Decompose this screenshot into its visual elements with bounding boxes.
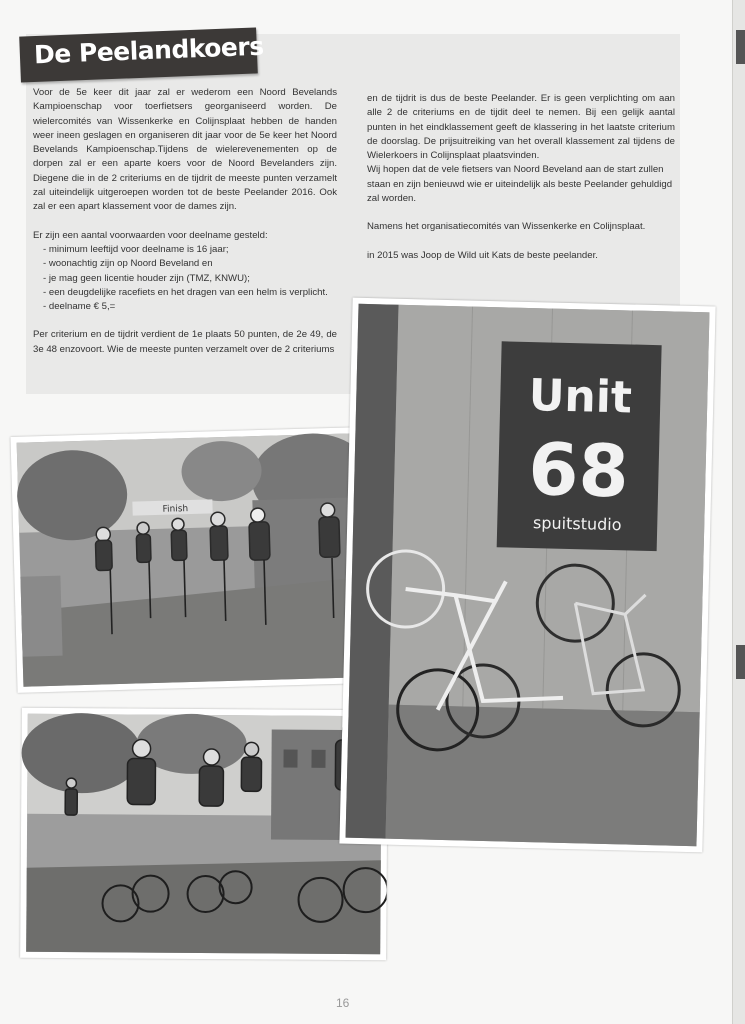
unit68-image (339, 298, 715, 853)
condition-item: - een deugdelijke racefiets en het dragen van een helm is verplicht. (43, 286, 328, 298)
continuation-paragraph: en de tijdrit is dus de beste Peelander. Er is geen verplichting om aan alle 2 de criteriums en de tijdit deel te nemen. Bij een gelijk aantal punten in het eindklassement geeft de klassering in het laatste criterium de doorslag. De prijsuitreiking van het overall klassement zal tijdens de Wielerkoers in Colijnsplaat plaatsvinden. (367, 93, 675, 162)
cyclists-group-image (10, 427, 369, 693)
signoff-paragraph: Namens het organisatiecomités van Wissenkerke en Colijnsplaat. (367, 221, 646, 233)
page-edge (732, 0, 745, 1024)
conditions-heading: Er zijn een aantal voorwaarden voor deelname gesteld: (33, 229, 268, 241)
condition-item: - woonachtig zijn op Noord Beveland en (43, 258, 213, 270)
edge-tab-top (736, 30, 745, 64)
sign-unit-text: Unit (528, 369, 633, 424)
condition-item: - minimum leeftijd voor deelname is 16 jaar; (43, 243, 229, 255)
photo-unit68 (339, 298, 715, 853)
winner-paragraph: in 2015 was Joop de Wild uit Kats de beste peelander. (367, 249, 598, 261)
condition-item: - deelname € 5,= (43, 301, 116, 313)
left-column (33, 86, 337, 357)
points-paragraph: Per criterium en de tijdrit verdient de 1e plaats 50 punten, de 2e 49, de 3e 48 enzovoort. Wie de meeste punten verzamelt over de 2 criteriums (33, 329, 337, 355)
cyclists-closeup-image (20, 708, 388, 961)
condition-item: - je mag geen licentie houder zijn (TMZ, KNWU); (43, 272, 250, 284)
photo-cyclists-closeup (20, 708, 388, 961)
right-column (367, 92, 675, 263)
sign-sub-text: spuitstudio (532, 513, 622, 535)
photo-cyclists-group (10, 427, 369, 693)
intro-paragraph: Voor de 5e keer dit jaar zal er wederom een Noord Bevelands Kampioenschap voor toerfietsers georganiseerd worden. De wielercomités van Wissenkerke en Colijnsplaat hebben de handen weer ineen geslagen en organiseren dit jaar voor de 5e keer het Noord Bevelands Kampioenschap.Tijdens de wielerevenementen op de dorpen zal er een aparte koers voor de Noord Bevelanders zijn. Diegene die in de 2 criteriums en de tijdrit de meeste punten verzamelt zal uiteindelijk uitgeroepen worden tot de beste Peelander 2016. Ook zal er een apart klassement voor de dames zijn. (33, 87, 337, 213)
hope-paragraph: Wij hopen dat de vele fietsers van Noord Beveland aan de start zullen staan en zijn benieuwd wie er uiteindelijk als beste Peelander gehuldigd zal worden. (367, 164, 673, 205)
sign-number-text: 68 (527, 427, 630, 514)
finish-banner: Finish (162, 504, 189, 515)
edge-tab-bottom (736, 645, 745, 679)
page-number: 16 (336, 996, 350, 1010)
article-title: De Peelandkoers (33, 31, 265, 70)
